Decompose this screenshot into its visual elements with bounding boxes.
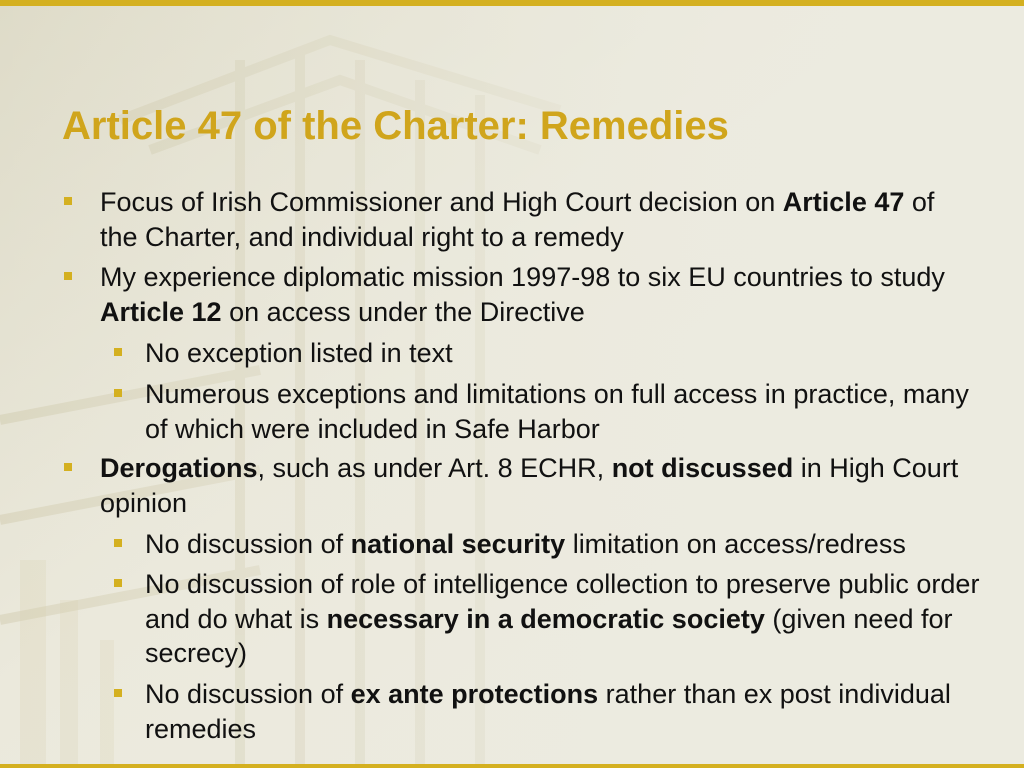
square-bullet-icon (64, 272, 72, 280)
text-segment: My experience diplomatic mission 1997-98 to six EU countries to study (100, 262, 945, 292)
sub-bullet-item (145, 527, 985, 562)
text-segment: Numerous exceptions and limitations on full access in practice, many of which were included in Safe Harbor (145, 379, 969, 444)
bullet-item (100, 260, 970, 329)
sub-bullet-item (145, 567, 985, 671)
bold-text-segment: ex ante protections (350, 679, 599, 709)
bold-text-segment: Article 12 (100, 296, 222, 327)
text-segment: No discussion of role of intelligence collection to preserve public order and do what is (145, 569, 980, 634)
square-bullet-icon (114, 689, 122, 697)
text-segment: No discussion of (145, 529, 351, 559)
bottom-accent-rule (0, 764, 1024, 768)
sub-bullet-item (145, 336, 985, 371)
text-segment: on access under the Directive (221, 296, 585, 327)
bold-text-segment: not discussed (611, 453, 794, 483)
square-bullet-icon (64, 463, 72, 471)
sub-bullet-item (145, 377, 985, 446)
bullet-item (100, 185, 970, 254)
square-bullet-icon (64, 197, 72, 205)
text-segment: (given need for secrecy) (145, 603, 953, 668)
top-accent-rule (0, 0, 1024, 6)
text-segment: No discussion of (145, 679, 351, 709)
bold-text-segment: national security (350, 529, 566, 559)
square-bullet-icon (114, 389, 122, 397)
sub-bullet-item (145, 677, 985, 746)
text-segment: rather than ex post individual remedies (145, 679, 951, 744)
text-segment: in High Court opinion (100, 453, 959, 518)
square-bullet-icon (114, 539, 122, 547)
square-bullet-icon (114, 348, 122, 356)
bold-text-segment: Derogations (100, 453, 258, 483)
text-segment: of the Charter, and individual right to a remedy (100, 187, 935, 252)
bold-text-segment: necessary in a democratic society (326, 603, 765, 634)
bullet-item (100, 451, 970, 520)
text-segment: , such as under Art. 8 ECHR, (257, 453, 612, 483)
text-segment: Focus of Irish Commissioner and High Court decision on (100, 187, 783, 217)
bold-text-segment: Article 47 (782, 187, 905, 217)
slide-title: Article 47 of the Charter: Remedies (62, 104, 729, 148)
text-segment: limitation on access/redress (565, 529, 906, 559)
text-segment: No exception listed in text (145, 338, 453, 368)
square-bullet-icon (114, 579, 122, 587)
